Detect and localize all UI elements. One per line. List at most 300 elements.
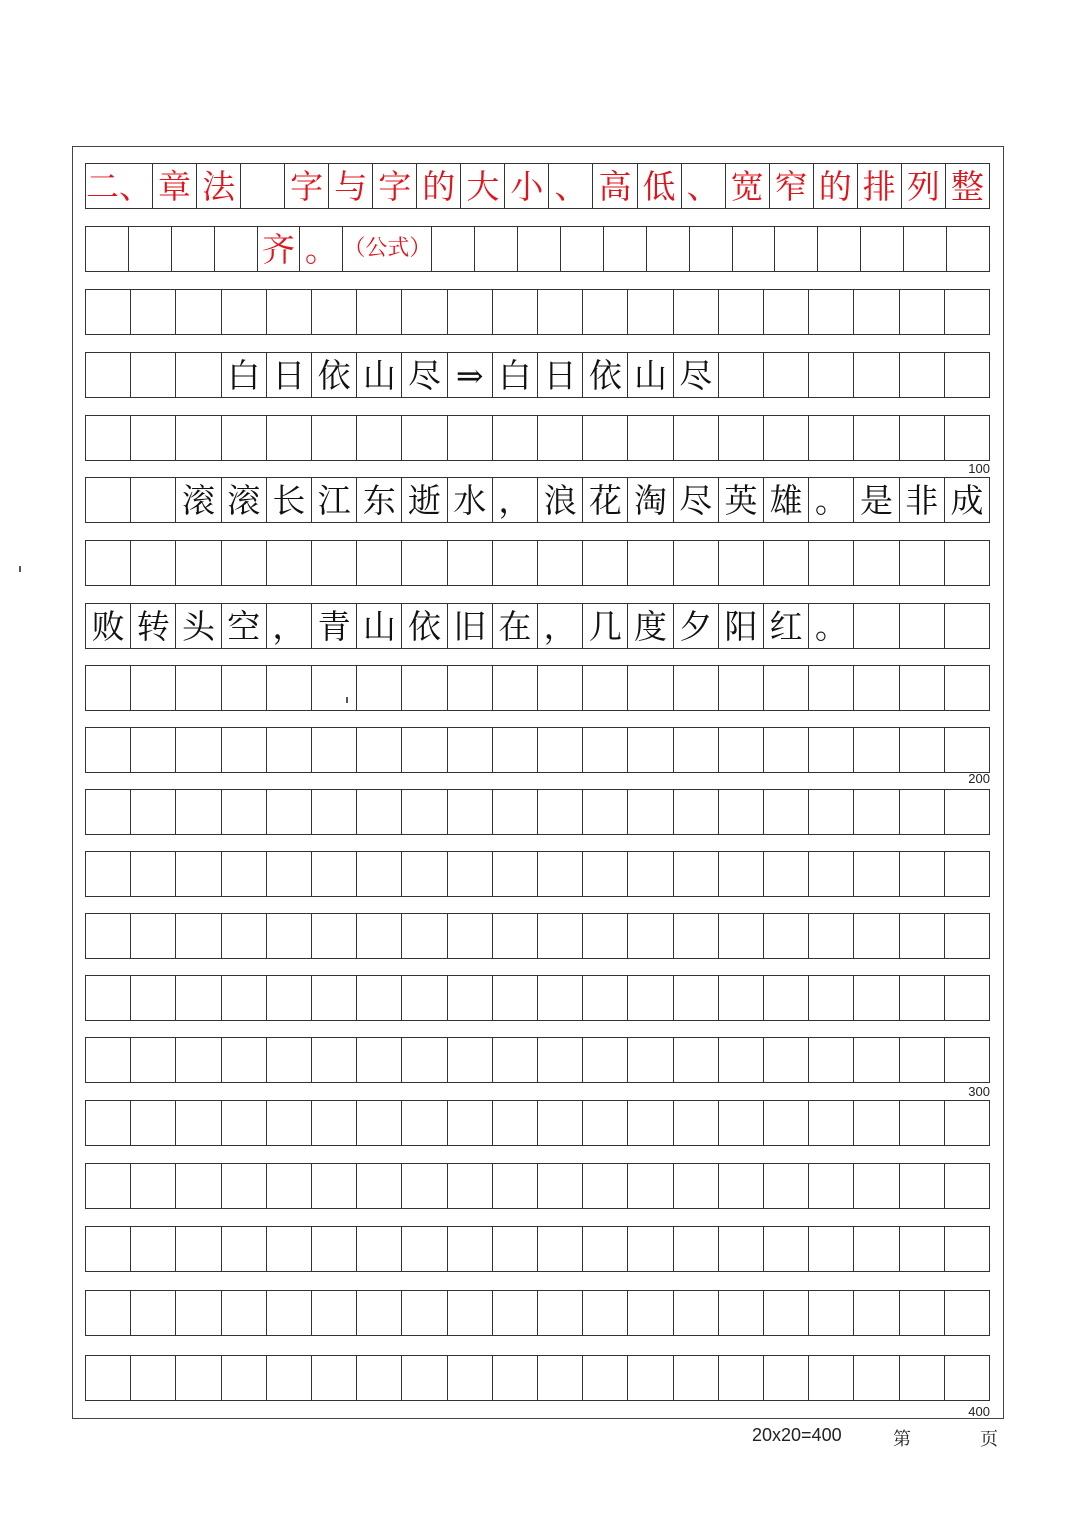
- grid-cell: [647, 227, 690, 271]
- grid-cell: [809, 1101, 854, 1145]
- grid-cell: [357, 1101, 402, 1145]
- grid-cell: 转: [131, 604, 176, 648]
- grid-cell: [448, 976, 493, 1020]
- grid-cell: [538, 1227, 583, 1271]
- grid-cell: [583, 666, 628, 710]
- grid-cell: [719, 1356, 764, 1400]
- grid-row-12: [85, 851, 990, 897]
- grid-cell: [674, 852, 719, 896]
- grid-cell: 。: [809, 478, 854, 522]
- grid-cell: [129, 227, 172, 271]
- grid-cell: [312, 728, 357, 772]
- grid-cell: 窄: [770, 164, 814, 208]
- grid-cell: [900, 353, 945, 397]
- grid-cell: [357, 1291, 402, 1335]
- grid-cell: [809, 914, 854, 958]
- grid-cell: [86, 852, 131, 896]
- grid-cell: [402, 1038, 447, 1082]
- grid-cell: [176, 790, 221, 834]
- grid-cell: [176, 976, 221, 1020]
- grid-cell: [267, 728, 312, 772]
- grid-cell: [583, 1164, 628, 1208]
- grid-cell: [357, 914, 402, 958]
- grid-cell: 二、: [86, 164, 153, 208]
- grid-cell: [131, 666, 176, 710]
- grid-cell: [222, 790, 267, 834]
- grid-cell: 的: [814, 164, 858, 208]
- grid-cell: [538, 790, 583, 834]
- grid-cell: [900, 604, 945, 648]
- grid-cell: 夕: [674, 604, 719, 648]
- grid-cell: [674, 914, 719, 958]
- grid-cell: [267, 976, 312, 1020]
- grid-cell: [628, 852, 673, 896]
- grid-cell: [86, 1356, 131, 1400]
- grid-cell: [448, 541, 493, 585]
- grid-cell: [561, 227, 604, 271]
- grid-cell: [131, 1227, 176, 1271]
- grid-cell: 江: [312, 478, 357, 522]
- grid-cell: [222, 1101, 267, 1145]
- grid-cell: [402, 290, 447, 334]
- grid-row-3: [85, 289, 990, 335]
- grid-cell: 低: [638, 164, 682, 208]
- grid-cell: [86, 290, 131, 334]
- grid-row-4: [85, 352, 990, 398]
- page-number-prefix: 第: [893, 1429, 911, 1449]
- grid-cell: [312, 416, 357, 460]
- grid-cell: [267, 914, 312, 958]
- grid-cell: 青: [312, 604, 357, 648]
- grid-cell: [475, 227, 518, 271]
- grid-cell: 日: [538, 353, 583, 397]
- grid-cell: [674, 541, 719, 585]
- grid-cell: [900, 666, 945, 710]
- grid-cell: [267, 790, 312, 834]
- grid-cell: [764, 666, 809, 710]
- grid-cell: [312, 1101, 357, 1145]
- grid-cell: [809, 1291, 854, 1335]
- grid-cell: [809, 976, 854, 1020]
- grid-cell: [448, 852, 493, 896]
- scan-speck: [19, 566, 21, 572]
- grid-cell: [719, 353, 764, 397]
- grid-cell: [719, 1038, 764, 1082]
- grid-cell: 整: [950, 166, 984, 206]
- grid-cell: [402, 728, 447, 772]
- grid-cell: [493, 728, 538, 772]
- grid-cell: [583, 1356, 628, 1400]
- grid-cell: [900, 416, 945, 460]
- grid-cell: [448, 790, 493, 834]
- grid-cell: [854, 1101, 899, 1145]
- page-capacity-label: 20x20=400: [752, 1425, 842, 1445]
- grid-cell: 山: [357, 353, 402, 397]
- grid-cell: [764, 541, 809, 585]
- counter-100: 100: [968, 461, 990, 476]
- grid-cell: [493, 1164, 538, 1208]
- grid-cell: 的: [417, 164, 461, 208]
- grid-cell: [904, 227, 947, 271]
- grid-cell: [176, 914, 221, 958]
- grid-cell: [628, 790, 673, 834]
- grid-cell: [854, 914, 899, 958]
- grid-cell: 依: [312, 353, 357, 397]
- grid-row-11: [85, 789, 990, 835]
- grid-cell: [312, 1038, 357, 1082]
- grid-cell: [176, 1101, 221, 1145]
- grid-cell: [222, 1356, 267, 1400]
- grid-cell: 非: [900, 478, 945, 522]
- grid-cell: [267, 1101, 312, 1145]
- grid-cell: 东: [357, 478, 402, 522]
- grid-cell: 长: [267, 478, 312, 522]
- grid-cell: 空: [222, 604, 267, 648]
- grid-row-9: [85, 665, 990, 711]
- grid-cell: [176, 353, 221, 397]
- grid-cell: 英: [719, 478, 764, 522]
- grid-cell: [538, 914, 583, 958]
- grid-cell: [402, 666, 447, 710]
- grid-row-17: [85, 1163, 990, 1209]
- grid-cell: [854, 290, 899, 334]
- grid-cell: [945, 666, 989, 710]
- grid-cell: [945, 416, 989, 460]
- grid-cell: [809, 852, 854, 896]
- grid-cell: [86, 1164, 131, 1208]
- grid-cell: 成: [950, 480, 984, 520]
- grid-cell: [900, 541, 945, 585]
- grid-cell: [628, 1356, 673, 1400]
- grid-cell: [538, 290, 583, 334]
- grid-cell: [900, 1164, 945, 1208]
- grid-cell: 逝: [402, 478, 447, 522]
- grid-cell: [131, 790, 176, 834]
- grid-cell: [86, 666, 131, 710]
- grid-cell: [357, 1356, 402, 1400]
- grid-cell: [176, 666, 221, 710]
- grid-cell: [854, 353, 899, 397]
- grid-cell: [448, 1164, 493, 1208]
- grid-cell: 山: [357, 604, 402, 648]
- grid-cell: [176, 1164, 221, 1208]
- grid-cell: [402, 976, 447, 1020]
- grid-cell: 淘: [628, 478, 673, 522]
- grid-cell: [719, 1227, 764, 1271]
- grid-cell: 排: [858, 164, 902, 208]
- grid-cell: [493, 290, 538, 334]
- grid-cell: [674, 1101, 719, 1145]
- grid-cell: [493, 914, 538, 958]
- grid-cell: 、: [549, 164, 593, 208]
- grid-cell: [628, 1227, 673, 1271]
- grid-cell: [222, 1227, 267, 1271]
- grid-cell: [222, 1164, 267, 1208]
- grid-cell: [86, 728, 131, 772]
- grid-cell: [674, 1356, 719, 1400]
- grid-cell: [538, 666, 583, 710]
- grid-cell: [402, 852, 447, 896]
- grid-cell: [809, 353, 854, 397]
- grid-cell: [267, 1356, 312, 1400]
- grid-cell: 字: [285, 164, 329, 208]
- grid-cell: [267, 1038, 312, 1082]
- grid-cell: [900, 914, 945, 958]
- grid-cell: [900, 852, 945, 896]
- grid-cell: [357, 852, 402, 896]
- grid-cell: [719, 290, 764, 334]
- grid-cell: [628, 416, 673, 460]
- grid-cell: [628, 728, 673, 772]
- grid-cell: [402, 1356, 447, 1400]
- grid-cell: [945, 790, 989, 834]
- grid-cell: [583, 790, 628, 834]
- grid-cell: [674, 290, 719, 334]
- page-number-suffix: 页: [980, 1429, 998, 1449]
- grid-cell: [432, 227, 475, 271]
- grid-cell: [764, 852, 809, 896]
- grid-cell: [719, 416, 764, 460]
- grid-cell: [357, 728, 402, 772]
- grid-cell: [131, 976, 176, 1020]
- grid-cell: 尽: [674, 353, 719, 397]
- grid-cell: [448, 1356, 493, 1400]
- grid-cell: [493, 1101, 538, 1145]
- grid-cell: [583, 416, 628, 460]
- grid-cell: [176, 1291, 221, 1335]
- grid-cell: [86, 790, 131, 834]
- grid-cell: 浪: [538, 478, 583, 522]
- grid-cell: [493, 976, 538, 1020]
- grid-cell: [357, 1227, 402, 1271]
- grid-row-20: [85, 1355, 990, 1401]
- grid-row-16: [85, 1100, 990, 1146]
- grid-cell: [854, 852, 899, 896]
- grid-cell: [628, 1038, 673, 1082]
- grid-cell: [945, 1038, 989, 1082]
- grid-cell: 雄: [764, 478, 809, 522]
- scan-speck: [346, 697, 348, 703]
- grid-cell: [357, 290, 402, 334]
- grid-cell: 尽: [674, 478, 719, 522]
- grid-cell: [357, 976, 402, 1020]
- grid-cell: [222, 976, 267, 1020]
- grid-cell: [222, 666, 267, 710]
- grid-cell: [222, 914, 267, 958]
- grid-cell: [854, 1038, 899, 1082]
- grid-cell: [131, 290, 176, 334]
- grid-cell: [809, 1227, 854, 1271]
- grid-cell: [719, 541, 764, 585]
- grid-cell: [493, 1356, 538, 1400]
- grid-cell: [854, 1356, 899, 1400]
- grid-cell: 依: [402, 604, 447, 648]
- grid-cell: [583, 728, 628, 772]
- grid-cell: 败: [86, 604, 131, 648]
- grid-cell: [854, 790, 899, 834]
- grid-cell: [131, 1101, 176, 1145]
- grid-cell: [628, 290, 673, 334]
- grid-cell: [583, 976, 628, 1020]
- grid-cell: [538, 1101, 583, 1145]
- grid-cell: 水: [448, 478, 493, 522]
- grid-cell: [854, 416, 899, 460]
- grid-cell: [518, 227, 561, 271]
- grid-cell: [809, 728, 854, 772]
- grid-cell: [854, 1227, 899, 1271]
- grid-cell: [854, 1164, 899, 1208]
- grid-cell: [448, 914, 493, 958]
- grid-cell: [628, 1291, 673, 1335]
- grid-cell: [131, 1356, 176, 1400]
- grid-cell: 山: [628, 353, 673, 397]
- grid-cell: ，: [267, 604, 312, 648]
- grid-cell: [764, 728, 809, 772]
- grid-cell: [719, 1291, 764, 1335]
- grid-cell: [674, 1164, 719, 1208]
- grid-cell: [945, 290, 989, 334]
- grid-cell: 红: [764, 604, 809, 648]
- grid-cell: [809, 541, 854, 585]
- grid-cell: [628, 976, 673, 1020]
- grid-cell: [176, 1356, 221, 1400]
- grid-cell: [86, 353, 131, 397]
- grid-cell: [538, 1164, 583, 1208]
- grid-cell: [402, 416, 447, 460]
- grid-cell: [86, 914, 131, 958]
- grid-cell: [945, 1356, 989, 1400]
- grid-cell: [719, 1164, 764, 1208]
- grid-cell: 尽: [402, 353, 447, 397]
- grid-cell: [538, 976, 583, 1020]
- grid-cell: [86, 1291, 131, 1335]
- grid-cell: [900, 1356, 945, 1400]
- grid-cell: 日: [267, 353, 312, 397]
- grid-cell: [900, 790, 945, 834]
- grid-cell: [493, 1038, 538, 1082]
- grid-row-19: [85, 1290, 990, 1336]
- grid-cell: [402, 914, 447, 958]
- grid-cell: [176, 541, 221, 585]
- grid-cell: [900, 976, 945, 1020]
- grid-cell: [945, 852, 989, 896]
- grid-cell: [764, 790, 809, 834]
- grid-cell: [493, 852, 538, 896]
- grid-cell: [945, 976, 989, 1020]
- grid-cell: [493, 1291, 538, 1335]
- grid-cell: [854, 1291, 899, 1335]
- grid-cell: 白: [222, 353, 267, 397]
- grid-cell: [312, 666, 357, 710]
- grid-cell: [312, 976, 357, 1020]
- grid-cell: [674, 416, 719, 460]
- grid-cell: [733, 227, 776, 271]
- grid-cell: [719, 1101, 764, 1145]
- counter-200: 200: [968, 771, 990, 786]
- grid-cell: [690, 227, 733, 271]
- grid-cell: [945, 728, 989, 772]
- grid-cell: [947, 227, 989, 271]
- grid-cell: [809, 416, 854, 460]
- grid-cell: [222, 541, 267, 585]
- grid-cell: [538, 1038, 583, 1082]
- grid-row-18: [85, 1226, 990, 1272]
- grid-cell: [809, 1356, 854, 1400]
- grid-cell: [357, 1164, 402, 1208]
- grid-cell: [861, 227, 904, 271]
- grid-cell: [402, 1227, 447, 1271]
- grid-cell: [267, 1291, 312, 1335]
- grid-cell: [312, 914, 357, 958]
- grid-cell: [86, 227, 129, 271]
- grid-cell: ，: [493, 478, 538, 522]
- grid-cell: 、: [682, 164, 726, 208]
- grid-cell: 度: [628, 604, 673, 648]
- grid-cell: [809, 290, 854, 334]
- grid-cell: [448, 290, 493, 334]
- grid-cell: [674, 728, 719, 772]
- grid-cell: [131, 1038, 176, 1082]
- grid-cell: [854, 976, 899, 1020]
- grid-cell: 列: [902, 164, 946, 208]
- grid-cell: [241, 164, 285, 208]
- grid-row-1: [85, 163, 990, 209]
- grid-cell: [222, 290, 267, 334]
- grid-cell: [604, 227, 647, 271]
- grid-row-5: [85, 415, 990, 461]
- grid-cell: [945, 1101, 989, 1145]
- grid-cell: [448, 416, 493, 460]
- grid-cell: [86, 541, 131, 585]
- grid-cell: [131, 1164, 176, 1208]
- grid-cell: [222, 1038, 267, 1082]
- grid-cell: [131, 728, 176, 772]
- grid-cell: [357, 666, 402, 710]
- grid-cell: [674, 666, 719, 710]
- grid-cell: [764, 290, 809, 334]
- grid-cell: [267, 416, 312, 460]
- grid-row-15: [85, 1037, 990, 1083]
- grid-cell: [493, 1227, 538, 1271]
- grid-cell: [628, 666, 673, 710]
- grid-cell: [628, 914, 673, 958]
- grid-row-10: [85, 727, 990, 773]
- grid-cell: 依: [583, 353, 628, 397]
- grid-cell: [86, 1227, 131, 1271]
- grid-cell: [583, 914, 628, 958]
- grid-cell: 大: [461, 164, 505, 208]
- grid-cell: [357, 541, 402, 585]
- grid-cell: [674, 976, 719, 1020]
- grid-cell: [312, 541, 357, 585]
- grid-cell: [583, 1291, 628, 1335]
- grid-cell: [900, 1291, 945, 1335]
- grid-cell: [945, 1227, 989, 1271]
- grid-cell: [176, 1227, 221, 1271]
- grid-cell: 法: [197, 164, 241, 208]
- grid-cell: [222, 416, 267, 460]
- grid-cell: [674, 1038, 719, 1082]
- grid-cell: [176, 416, 221, 460]
- grid-cell: [267, 290, 312, 334]
- grid-cell: [222, 1291, 267, 1335]
- grid-cell: [719, 914, 764, 958]
- grid-cell: [583, 1038, 628, 1082]
- grid-cell: [764, 914, 809, 958]
- grid-cell: [267, 541, 312, 585]
- grid-cell: （公式）: [343, 227, 432, 271]
- grid-cell: [267, 1227, 312, 1271]
